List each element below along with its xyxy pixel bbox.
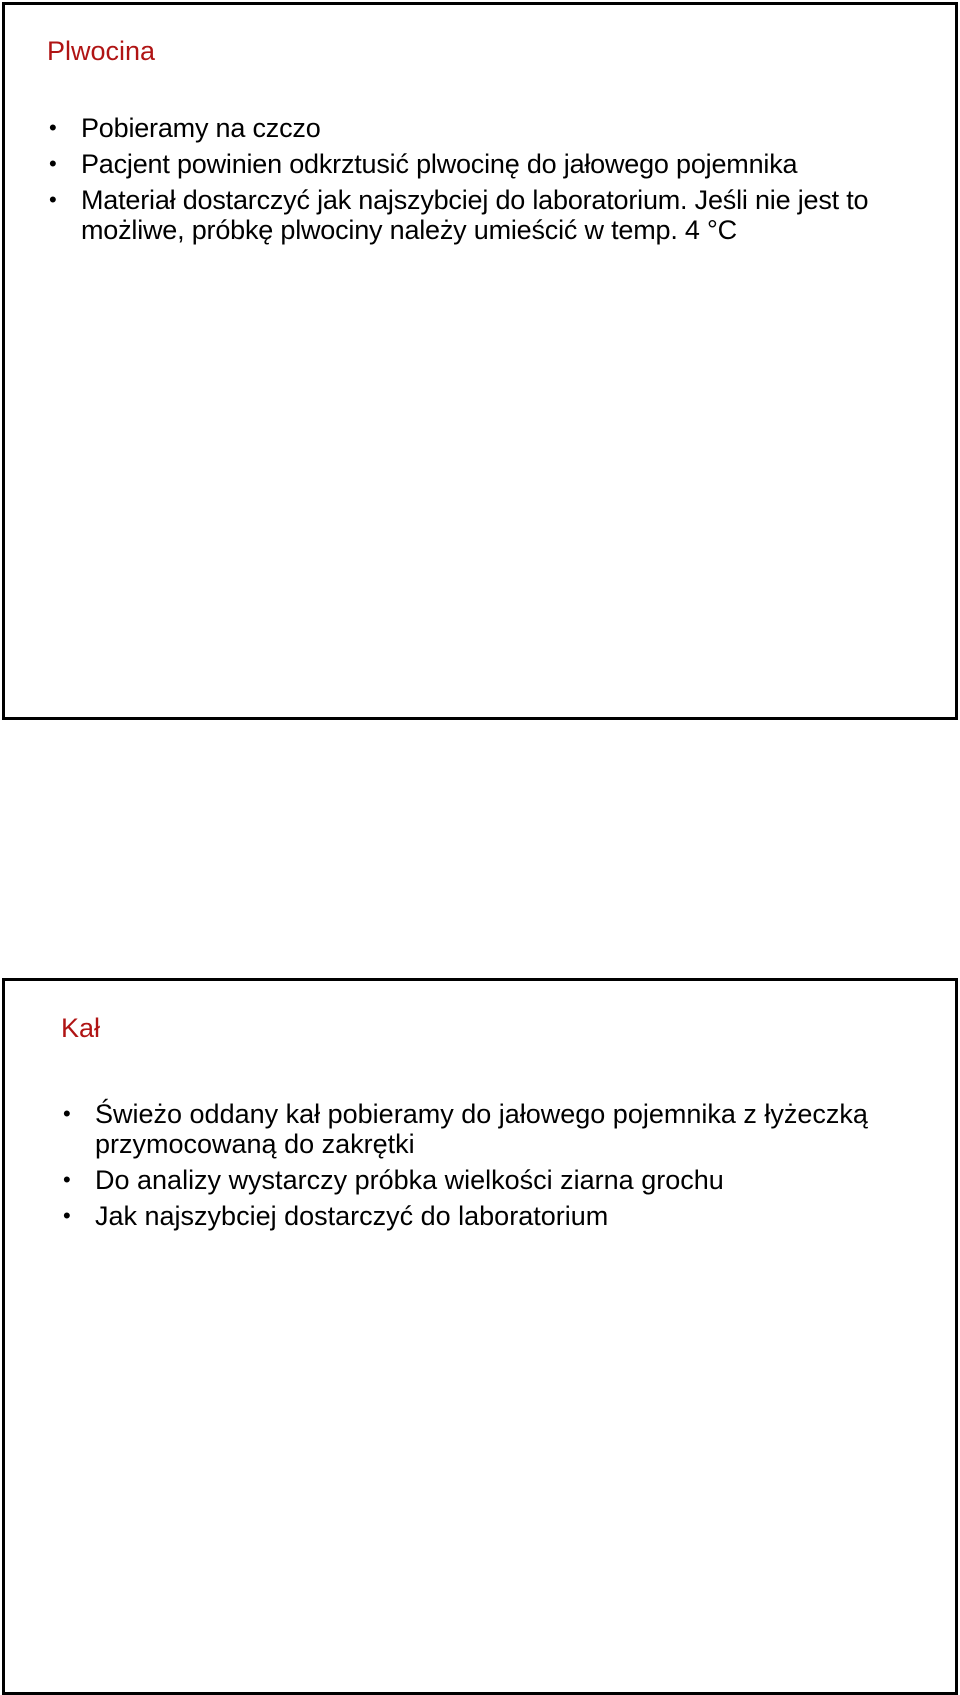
bullet-icon: •	[49, 151, 57, 176]
list-item-text: Materiał dostarczyć jak najszybciej do laboratorium. Jeśli nie jest to możliwe, próbkę plwociny należy umieścić w temp. 4 °C	[81, 185, 869, 245]
bullet-list	[59, 1099, 949, 1237]
list-item	[45, 185, 905, 245]
list-item-text: Świeżo oddany kał pobieramy do jałowego pojemnika z łyżeczką przymocowaną do zakrętki	[95, 1099, 868, 1159]
bullet-icon: •	[63, 1101, 71, 1126]
bullet-list	[45, 113, 905, 251]
slide-title: Plwocina	[47, 36, 156, 66]
list-item-text: Pacjent powinien odkrztusić plwocinę do jałowego pojemnika	[81, 149, 798, 179]
slide-title: Kał	[61, 1013, 101, 1043]
list-item	[59, 1201, 949, 1231]
list-item	[45, 149, 905, 179]
list-item-text: Jak najszybciej dostarczyć do laboratorium	[95, 1201, 609, 1231]
bullet-icon: •	[49, 115, 57, 140]
slide-plwocina	[2, 2, 958, 720]
list-item-text: Do analizy wystarczy próbka wielkości ziarna grochu	[95, 1165, 724, 1195]
list-item	[45, 113, 905, 143]
list-item	[59, 1099, 949, 1159]
slide-kal	[2, 978, 958, 1695]
bullet-icon: •	[49, 187, 57, 212]
list-item	[59, 1165, 949, 1195]
bullet-icon: •	[63, 1167, 71, 1192]
bullet-icon: •	[63, 1203, 71, 1228]
list-item-text: Pobieramy na czczo	[81, 113, 321, 143]
